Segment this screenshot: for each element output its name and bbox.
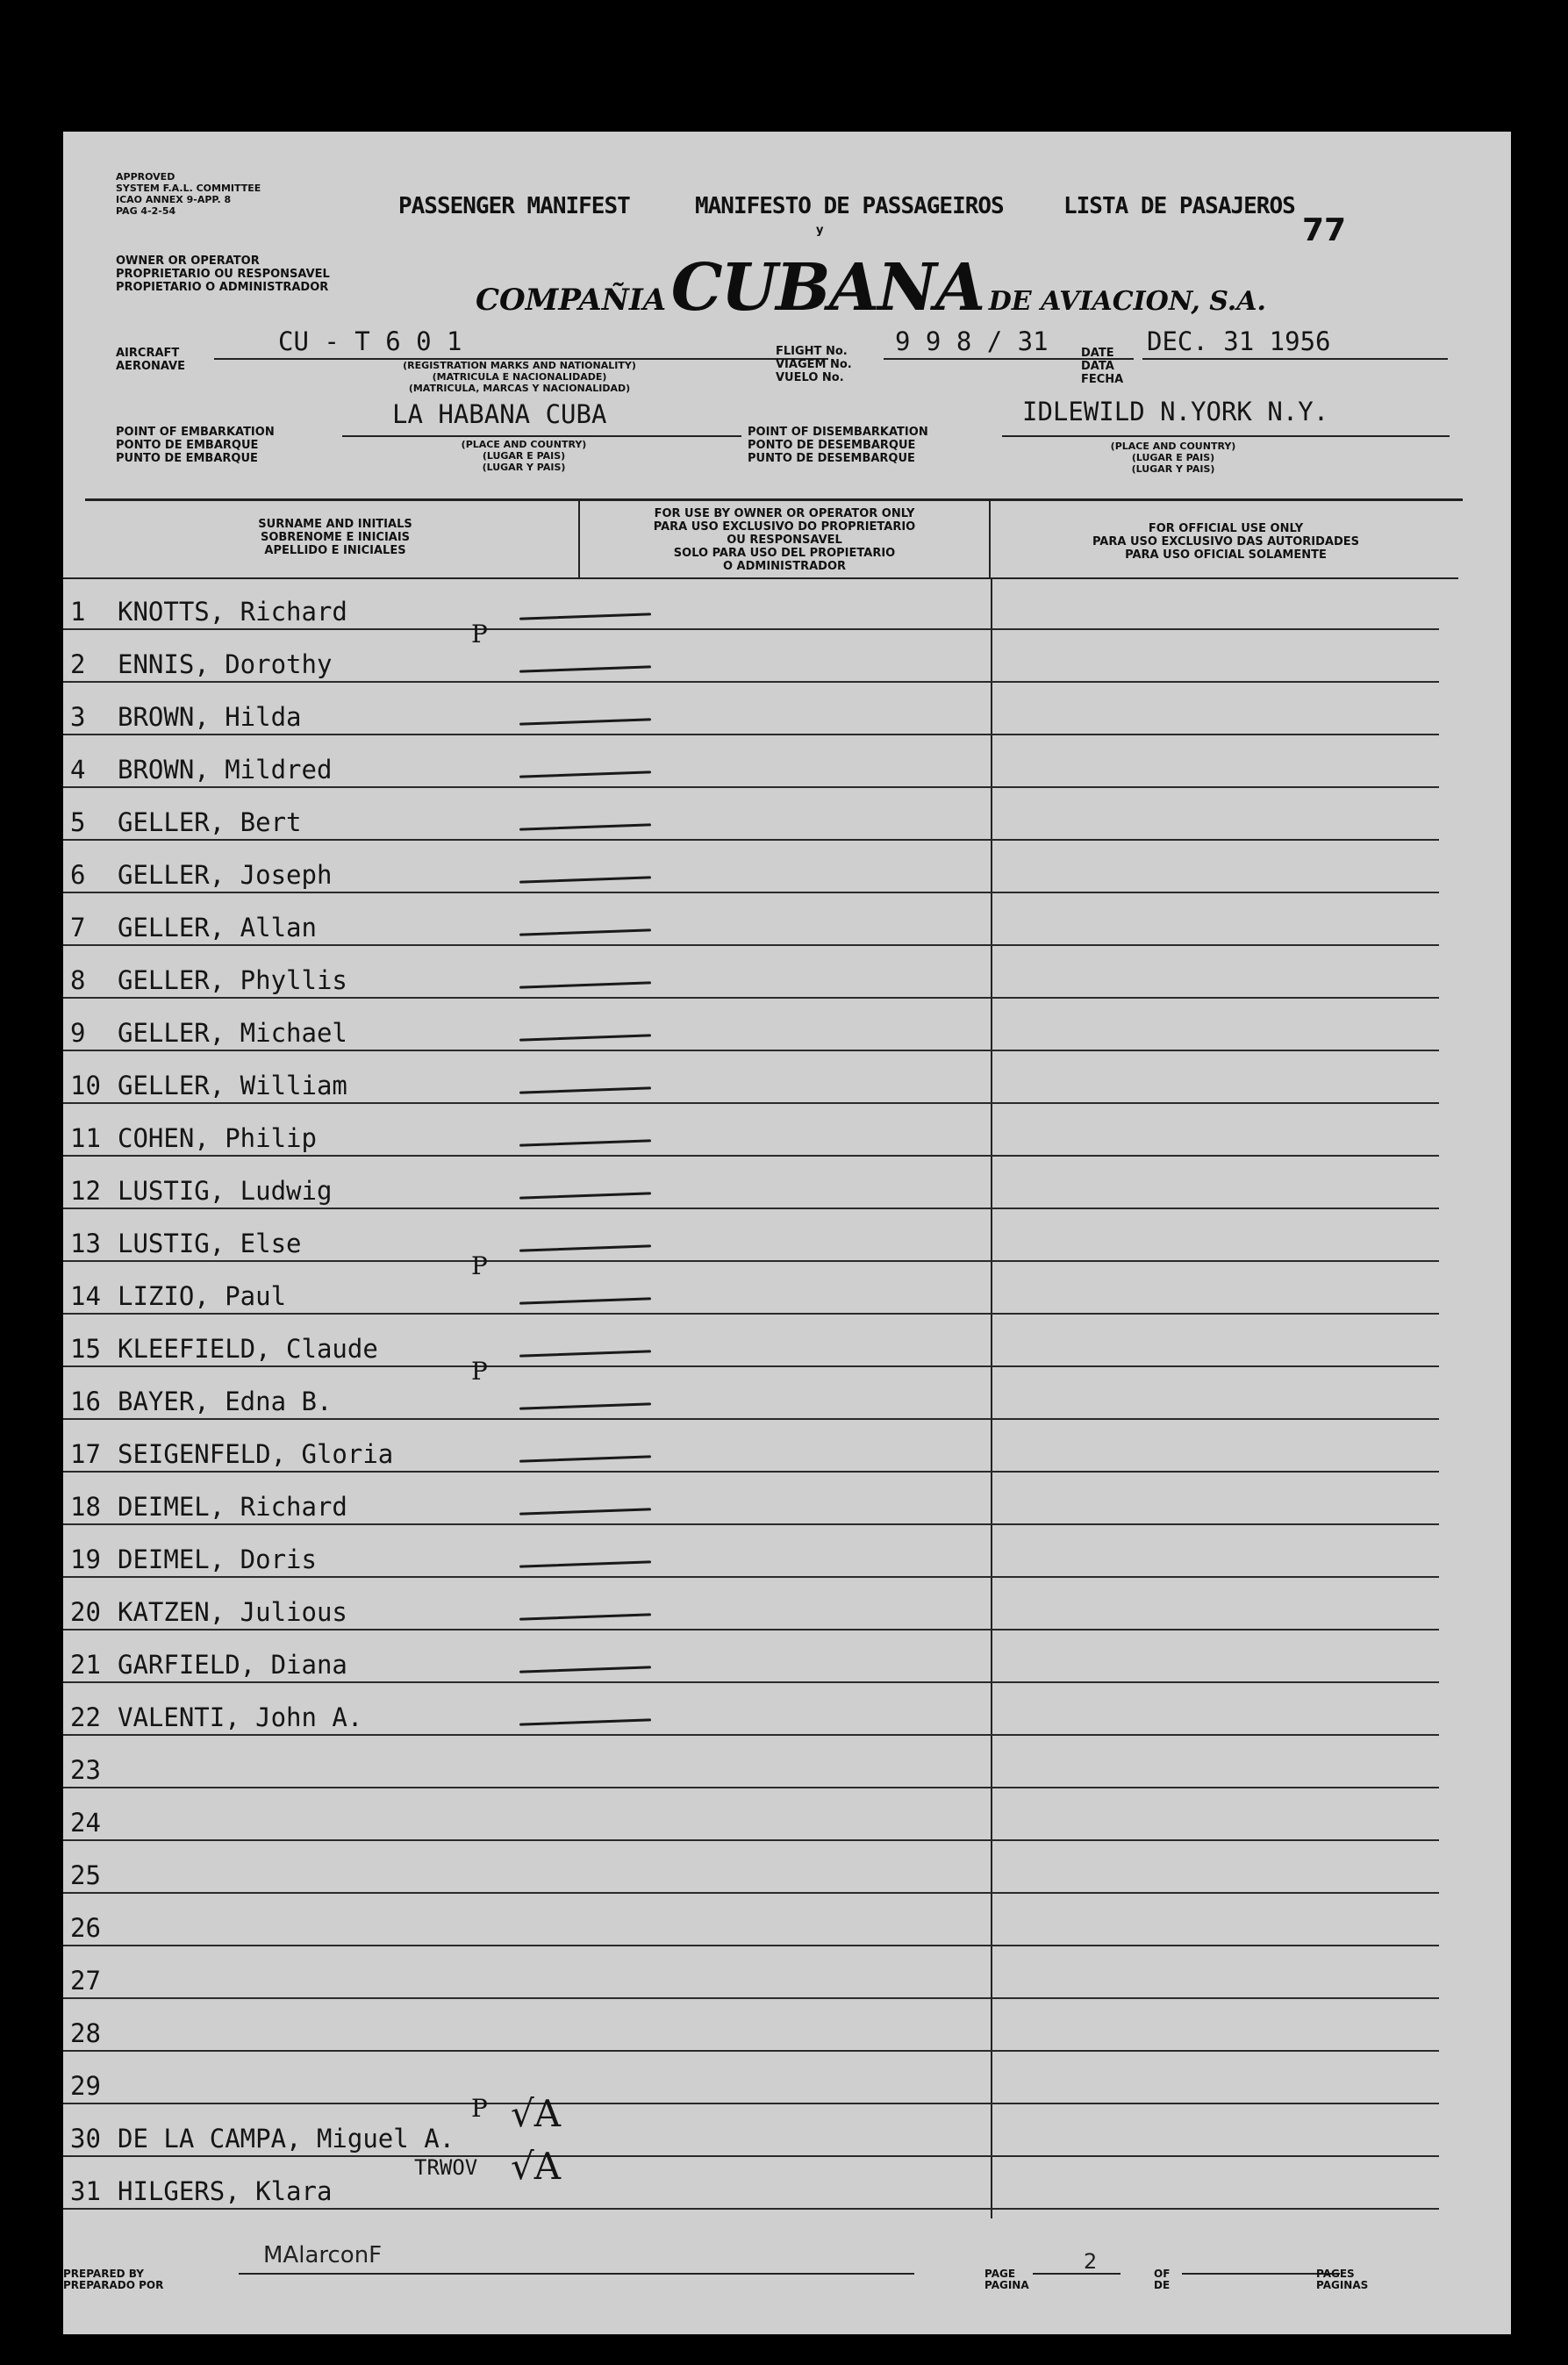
column-header-line: PARA USO OFICIAL SOLAMENTE (1125, 548, 1327, 562)
aircraft-caption-line: (MATRICULA E NACIONALIDADE) (432, 371, 607, 383)
operator-label-line: PROPIETARIO O ADMINISTRADOR (116, 281, 329, 294)
approval-line: SYSTEM F.A.L. COMMITTEE (116, 183, 261, 194)
table-row (63, 946, 1511, 999)
embarkation-caption (423, 439, 625, 473)
row-number: 11 (70, 1123, 101, 1153)
aircraft-caption-line: (MATRICULA, MARCAS Y NACIONALIDAD) (408, 383, 631, 394)
table-row (63, 788, 1511, 841)
check-stroke (519, 1666, 651, 1673)
check-stroke (519, 1244, 651, 1251)
disembarkation-caption (1072, 441, 1274, 475)
date-label-line: DATE (1081, 347, 1114, 360)
operator-label-line: PROPRIETARIO OU RESPONSAVEL (116, 268, 330, 281)
check-stroke (519, 928, 651, 935)
table-row (63, 1946, 1511, 1999)
table-row (63, 1841, 1511, 1894)
row-number: 28 (70, 2018, 101, 2048)
passenger-name: LUSTIG, Ludwig (118, 1176, 333, 1206)
page-label-line: PAGE (984, 2268, 1016, 2280)
table-row (63, 1788, 1511, 1841)
passenger-mark: P (471, 2094, 488, 2123)
pages-label-line: PAGINAS (1316, 2279, 1369, 2291)
embarkation-caption-line: (PLACE AND COUNTRY) (461, 439, 587, 450)
pages-label-line: PAGES (1316, 2268, 1355, 2280)
check-stroke (519, 665, 651, 672)
disembarkation-value: IDLEWILD N.YORK N.Y. (1022, 397, 1329, 426)
disembarkation-caption-line: (PLACE AND COUNTRY) (1110, 441, 1236, 452)
check-stroke (519, 1297, 651, 1304)
table-row (63, 1999, 1511, 2052)
table-row (63, 620, 1511, 683)
page-rule (1033, 2273, 1121, 2275)
table-row (63, 1104, 1511, 1157)
date-rule (1142, 358, 1448, 360)
row-number: 15 (70, 1334, 101, 1364)
column-header-owner (587, 507, 982, 573)
row-number: 25 (70, 1860, 101, 1890)
passenger-name: SEIGENFELD, Gloria (118, 1439, 394, 1469)
embarkation-caption-line: (LUGAR Y PAIS) (482, 462, 566, 473)
flight-label-line: VIAGEM No. (776, 358, 852, 371)
row-number: 19 (70, 1544, 101, 1574)
manifest-sheet (63, 132, 1511, 2334)
row-number: 26 (70, 1913, 101, 1943)
column-header-line: OU RESPONSAVEL (727, 534, 842, 547)
row-number: 29 (70, 2071, 101, 2101)
aircraft-label-line: AIRCRAFT (116, 347, 180, 360)
row-number: 23 (70, 1755, 101, 1785)
row-number: 12 (70, 1176, 101, 1206)
date-label-line: FECHA (1081, 373, 1124, 386)
row-rule (63, 2208, 1439, 2210)
table-top-rule (85, 498, 1463, 501)
operator-label-line: OWNER OR OPERATOR (116, 254, 260, 268)
row-number: 3 (70, 702, 86, 732)
passenger-mark: TRWOV (414, 2155, 478, 2180)
passenger-name: GELLER, Joseph (118, 860, 333, 890)
table-row (63, 999, 1511, 1051)
flight-label-line: VUELO No. (776, 371, 844, 384)
row-number: 8 (70, 965, 86, 995)
passenger-name: ENNIS, Dorothy (118, 649, 333, 679)
row-number: 13 (70, 1229, 101, 1258)
table-row (63, 577, 1511, 630)
table-row (63, 1894, 1511, 1946)
title-es: LISTA DE PASAJEROS (1063, 193, 1295, 219)
table-row (63, 1578, 1511, 1630)
page-label (984, 2268, 1029, 2291)
disembarkation-label-line: POINT OF DISEMBARKATION (748, 426, 928, 439)
table-row (63, 1525, 1511, 1578)
embarkation-caption-line: (LUGAR E PAIS) (482, 450, 566, 462)
embarkation-label (116, 426, 275, 465)
table-row (63, 683, 1511, 735)
date-value: DEC. 31 1956 (1147, 326, 1331, 356)
passenger-name: DEIMEL, Doris (118, 1544, 317, 1574)
passenger-name: VALENTI, John A. (118, 1702, 363, 1732)
row-number: 9 (70, 1018, 86, 1048)
disembarkation-label-line: PUNTO DE DESEMBARQUE (748, 452, 915, 465)
embarkation-value: LA HABANA CUBA (392, 399, 607, 429)
row-number: 22 (70, 1702, 101, 1732)
passenger-name: GELLER, Allan (118, 913, 317, 942)
passenger-mark: P (471, 1251, 488, 1280)
check-stroke (519, 1034, 651, 1041)
row-number: 21 (70, 1650, 101, 1680)
check-stroke (519, 823, 651, 830)
column-header-line: SURNAME AND INITIALS (258, 518, 412, 531)
operator-label (116, 254, 330, 294)
page-label-line: PAGINA (984, 2279, 1029, 2291)
table-row (63, 1357, 1511, 1420)
check-stroke (519, 613, 651, 620)
table-row (63, 735, 1511, 788)
passenger-name: GARFIELD, Diana (118, 1650, 347, 1680)
table-row (63, 1473, 1511, 1525)
column-divider (578, 498, 580, 578)
passenger-name: GELLER, Phyllis (118, 965, 347, 995)
embarkation-label-line: PUNTO DE EMBARQUE (116, 452, 258, 465)
flight-label (776, 345, 852, 384)
check-stroke (519, 1350, 651, 1357)
disembarkation-caption-line: (LUGAR Y PAIS) (1131, 463, 1215, 475)
airline-logo-part: COMPAÑIA (476, 283, 667, 318)
prepared-by-label (63, 2268, 163, 2291)
column-header-line: SOBRENOME E INICIAIS (260, 531, 411, 544)
page-number: 2 (1084, 2249, 1098, 2274)
approval-block (116, 171, 261, 217)
disembarkation-label (748, 426, 928, 465)
flight-value: 9 9 8 / 31 (895, 326, 1049, 356)
table-row (63, 893, 1511, 946)
column-header-line: SOLO PARA USO DEL PROPIETARIO (673, 547, 896, 560)
aircraft-caption (326, 360, 712, 394)
table-row (63, 2145, 1511, 2210)
passenger-name: BROWN, Mildred (118, 755, 333, 785)
disembarkation-caption-line: (LUGAR E PAIS) (1131, 452, 1215, 463)
row-number: 14 (70, 1281, 101, 1311)
passenger-name: BAYER, Edna B. (118, 1387, 333, 1416)
disembarkation-label-line: PONTO DE DESEMBARQUE (748, 439, 916, 452)
approval-line: ICAO ANNEX 9-APP. 8 (116, 194, 232, 205)
table-row (63, 841, 1511, 893)
row-number: 5 (70, 807, 86, 837)
row-number: 18 (70, 1492, 101, 1522)
flight-label-line: FLIGHT No. (776, 345, 848, 358)
row-number: 10 (70, 1071, 101, 1100)
table-row (63, 1157, 1511, 1209)
of-label (1154, 2268, 1170, 2291)
airline-logo-part: DE AVIACION, S.A. (988, 286, 1266, 317)
row-number: 1 (70, 597, 86, 627)
date-label-line: DATA (1081, 360, 1114, 373)
aircraft-label (116, 347, 185, 373)
officer-initials: √A (511, 2092, 562, 2135)
check-stroke (519, 1455, 651, 1462)
passenger-name: DEIMEL, Richard (118, 1492, 347, 1522)
passenger-name: BROWN, Hilda (118, 702, 302, 732)
check-stroke (519, 1086, 651, 1093)
table-row (63, 1420, 1511, 1473)
prepared-by-rule (239, 2273, 914, 2275)
passenger-mark: P (471, 1357, 488, 1386)
title-en: PASSENGER MANIFEST (398, 193, 630, 219)
approval-line: APPROVED (116, 171, 175, 183)
check-stroke (519, 718, 651, 725)
of-label-line: OF (1154, 2268, 1171, 2280)
table-row (63, 1209, 1511, 1262)
row-number: 4 (70, 755, 86, 785)
check-stroke (519, 1192, 651, 1199)
passenger-name: GELLER, William (118, 1071, 347, 1100)
check-stroke (519, 1402, 651, 1409)
row-number: 2 (70, 649, 86, 679)
column-divider (989, 498, 991, 578)
row-number: 6 (70, 860, 86, 890)
aircraft-label-line: AERONAVE (116, 360, 186, 373)
approval-line: PAG 4-2-54 (116, 205, 176, 217)
row-number: 31 (70, 2176, 101, 2206)
check-stroke (519, 1718, 651, 1725)
prepared-label-line: PREPARADO POR (63, 2279, 164, 2291)
table-row (63, 1051, 1511, 1104)
embarkation-label-line: POINT OF EMBARKATION (116, 426, 275, 439)
table-row (63, 2092, 1511, 2157)
column-header-line: FOR USE BY OWNER OR OPERATOR ONLY (654, 507, 915, 520)
row-number: 30 (70, 2124, 101, 2154)
column-header-line: PARA USO EXCLUSIVO DAS AUTORIDADES (1092, 535, 1360, 548)
prepared-by-value: MAlarconF (263, 2242, 383, 2268)
table-row (63, 1683, 1511, 1736)
passenger-name: HILGERS, Klara (118, 2176, 333, 2206)
date-label (1081, 347, 1123, 386)
passenger-mark: P (471, 620, 488, 649)
check-stroke (519, 981, 651, 988)
column-header-name (168, 518, 502, 557)
passenger-name: LUSTIG, Else (118, 1229, 302, 1258)
column-header-line: FOR OFFICIAL USE ONLY (1148, 522, 1304, 535)
row-number: 16 (70, 1387, 101, 1416)
check-stroke (519, 1508, 651, 1515)
title-conjunction: y (816, 224, 824, 237)
column-header-official (998, 522, 1454, 562)
table-row (63, 1630, 1511, 1683)
row-number: 7 (70, 913, 86, 942)
prepared-label-line: PREPARED BY (63, 2268, 144, 2280)
passenger-name: KLEEFIELD, Claude (118, 1334, 378, 1364)
passenger-name: KATZEN, Julious (118, 1597, 347, 1627)
column-header-line: APELLIDO E INICIALES (264, 544, 406, 557)
aircraft-value: CU - T 6 0 1 (278, 326, 462, 356)
column-header-line: PARA USO EXCLUSIVO DO PROPRIETARIO (653, 520, 916, 534)
check-stroke (519, 1139, 651, 1146)
column-header-line: O ADMINISTRADOR (722, 560, 847, 573)
check-stroke (519, 876, 651, 883)
row-number: 24 (70, 1808, 101, 1838)
check-stroke (519, 770, 651, 778)
officer-initials: √A (511, 2145, 562, 2188)
embarkation-label-line: PONTO DE EMBARQUE (116, 439, 259, 452)
of-label-line: DE (1154, 2279, 1171, 2291)
embarkation-rule (342, 435, 741, 437)
row-number: 27 (70, 1966, 101, 1996)
table-row (63, 1736, 1511, 1788)
check-stroke (519, 1613, 651, 1620)
row-number: 17 (70, 1439, 101, 1469)
passenger-name: LIZIO, Paul (118, 1281, 287, 1311)
page-stamp: 77 (1302, 212, 1347, 248)
passenger-name: KNOTTS, Richard (118, 597, 347, 627)
aircraft-caption-line: (REGISTRATION MARKS AND NATIONALITY) (403, 360, 636, 371)
airline-logo-part: CUBANA (670, 250, 984, 326)
passenger-name: COHEN, Philip (118, 1123, 317, 1153)
airline-logo (476, 250, 1266, 326)
passenger-name: GELLER, Michael (118, 1018, 347, 1048)
table-row (63, 2052, 1511, 2104)
passenger-name: DE LA CAMPA, Miguel A. (118, 2124, 455, 2154)
disembarkation-rule (1002, 435, 1450, 437)
table-row (63, 1315, 1511, 1367)
passenger-name: GELLER, Bert (118, 807, 302, 837)
pages-label (1316, 2268, 1368, 2291)
title-pt: MANIFESTO DE PASSAGEIROS (695, 193, 1004, 219)
row-number: 20 (70, 1597, 101, 1627)
check-stroke (519, 1560, 651, 1567)
table-row (63, 1251, 1511, 1315)
